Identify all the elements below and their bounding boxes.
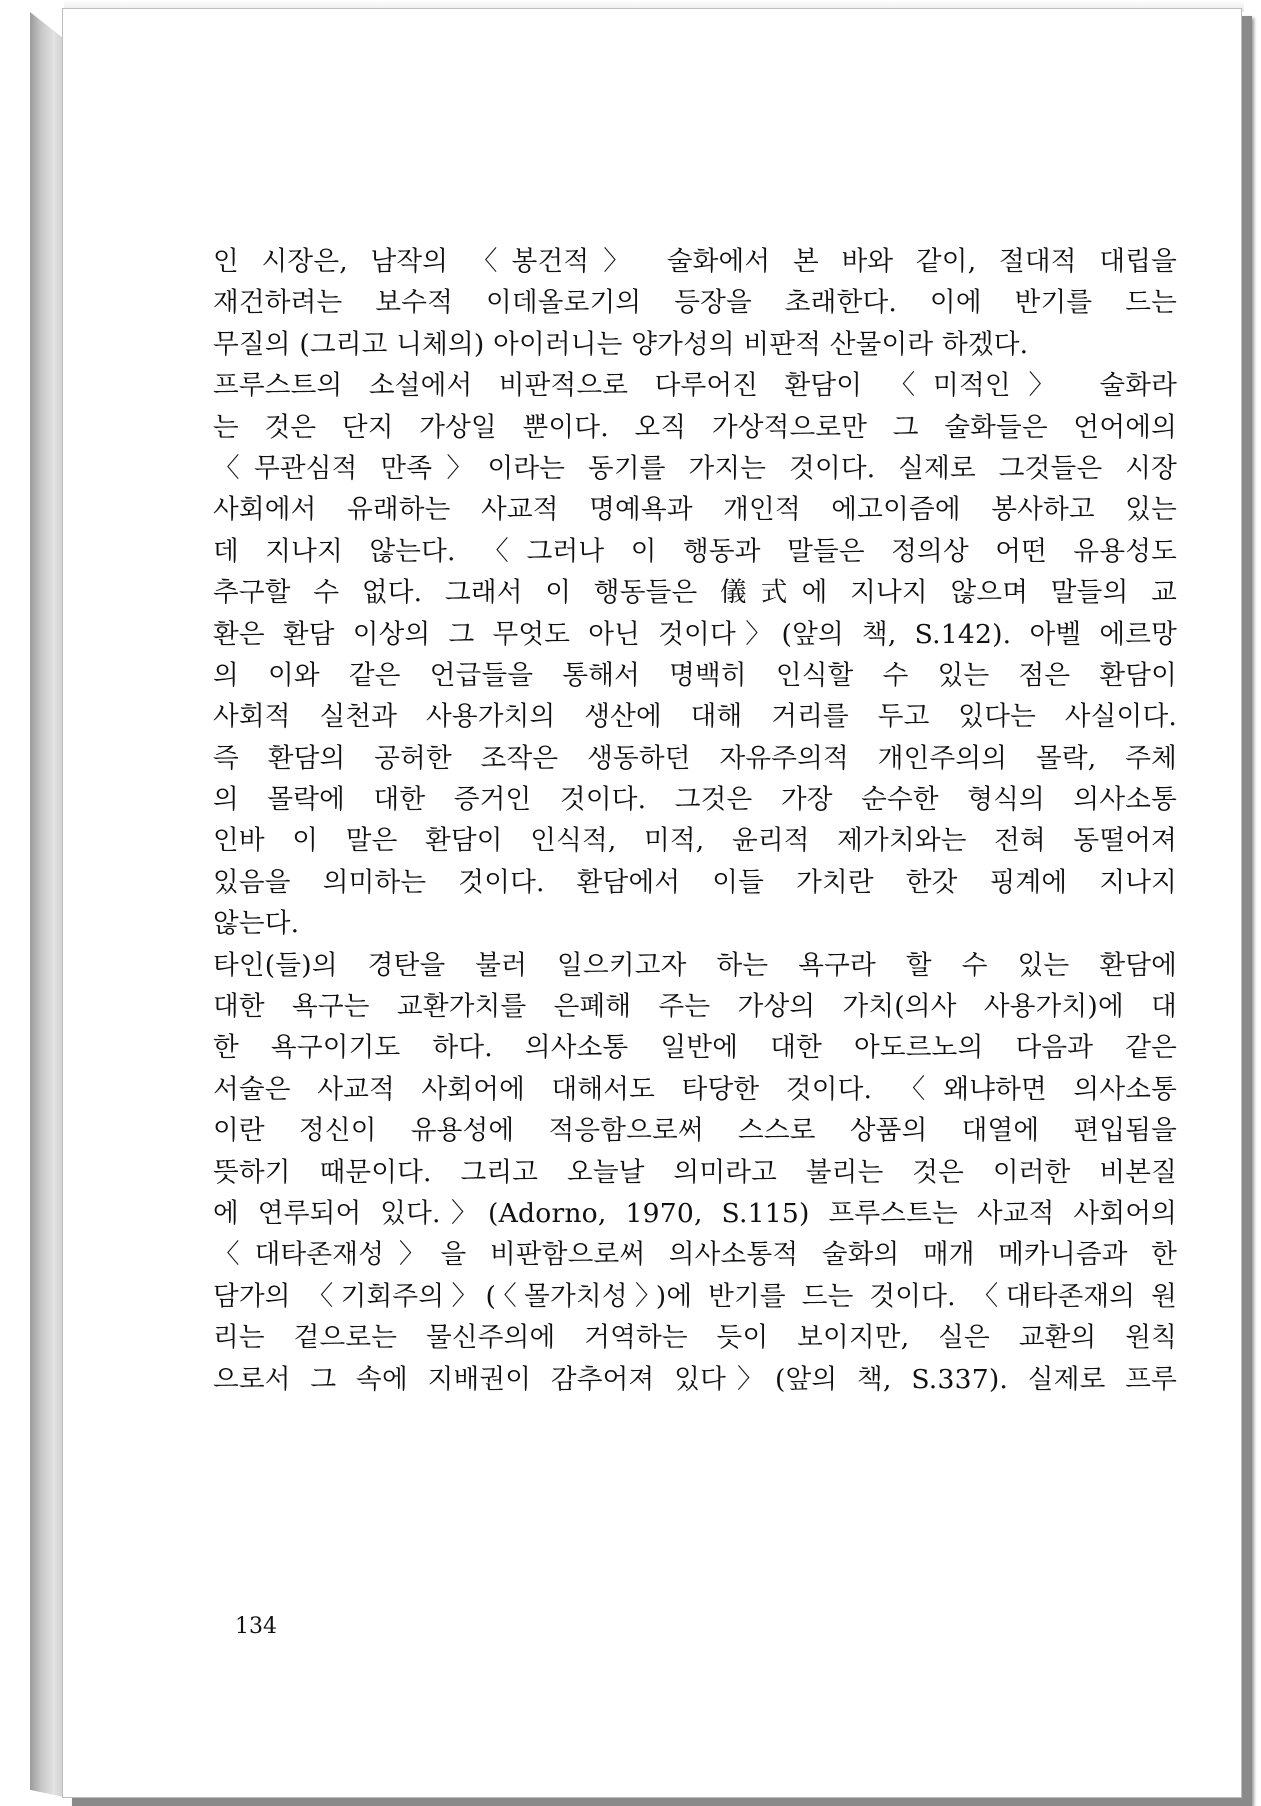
text-line: 인 시장은, 남작의 〈봉건적〉 술화에서 본 바와 같이, 절대적 대립을 [213,246,1177,277]
text-line: 〈무관심적 만족〉이라는 동기를 가지는 것이다. 실제로 그것들은 시장 [213,452,1177,484]
text-line: 의 이와 같은 언급들을 통해서 명백히 인식할 수 있는 점은 환담이 [213,659,1177,691]
text-line: 타인(들)의 경탄을 불러 일으키고자 하는 욕구라 할 수 있는 환담에 [213,949,1177,981]
text-line: 인바 이 말은 환담이 인식적, 미적, 윤리적 제가치와는 전혀 동떨어져 [213,825,1177,857]
text-line: 는 것은 단지 가상일 뿐이다. 오직 가상적으로만 그 술화들은 언어에의 [213,411,1177,443]
text-line: 이란 정신이 유용성에 적응함으로써 스스로 상품의 대열에 편입됨을 [213,1115,1177,1147]
text-line: 담가의 〈기회주의〉(〈몰가치성〉)에 반기를 드는 것이다. 〈대타존재의 원 [213,1280,1177,1312]
text-line: 한 욕구이기도 하다. 의사소통 일반에 대한 아도르노의 다음과 같은 [213,1032,1177,1064]
page-number: 134 [235,1614,277,1639]
body-text [213,241,1177,1400]
text-line: 서술은 사교적 사회어에 대해서도 타당한 것이다. 〈왜냐하면 의사소통 [213,1073,1177,1105]
text-line: 사회에서 유래하는 사교적 명예욕과 개인적 에고이즘에 봉사하고 있는 [213,494,1177,526]
text-line: 있음을 의미하는 것이다. 환담에서 이들 가치란 한갓 핑계에 지나지 [213,866,1177,898]
text-line: 환은 환담 이상의 그 무엇도 아닌 것이다〉(앞의 책, S.142). 아벨 에르망 [213,618,1177,650]
text-line: 추구할 수 없다. 그래서 이 행동들은 儀式에 지나지 않으며 말들의 교 [213,577,1177,609]
text-line: 의 몰락에 대한 증거인 것이다. 그것은 가장 순수한 형식의 의사소통 [213,784,1177,816]
text-line: 즉 환담의 공허한 조작은 생동하던 자유주의적 개인주의의 몰락, 주체 [213,742,1177,774]
page-stack-edge [30,12,64,1797]
text-line: 무질의 (그리고 니체의) 아이러니는 양가성의 비판적 산물이라 하겠다. [213,328,1029,360]
text-line: 으로서 그 속에 지배권이 감추어져 있다〉(앞의 책, S.337). 실제로 프루 [213,1363,1177,1395]
text-line: 에 연루되어 있다.〉(Adorno, 1970, S.115) 프루스트는 사교적 사회어의 [213,1197,1177,1229]
text-line: 프루스트의 소설에서 비판적으로 다루어진 환담이 〈미적인〉 술화라 [213,370,1177,402]
text-line: 대한 욕구는 교환가치를 은폐해 주는 가상의 가치(의사 사용가치)에 대 [213,991,1177,1023]
text-line: 〈대타존재성〉을 비판함으로써 의사소통적 술화의 매개 메카니즘과 한 [213,1239,1177,1271]
text-line: 않는다. [213,908,300,940]
text-line: 뜻하기 때문이다. 그리고 오늘날 의미라고 불리는 것은 이러한 비본질 [213,1156,1177,1188]
text-line: 데 지나지 않는다. 〈그러나 이 행동과 말들은 정의상 어떤 유용성도 [213,535,1177,567]
book-page [62,8,1242,1798]
text-line: 재건하려는 보수적 이데올로기의 등장을 초래한다. 이에 반기를 드는 [213,287,1177,319]
text-line: 리는 겉으로는 물신주의에 거역하는 듯이 보이지만, 실은 교환의 원칙 [213,1322,1177,1354]
text-line: 사회적 실천과 사용가치의 생산에 대해 거리를 두고 있다는 사실이다. [213,701,1177,733]
